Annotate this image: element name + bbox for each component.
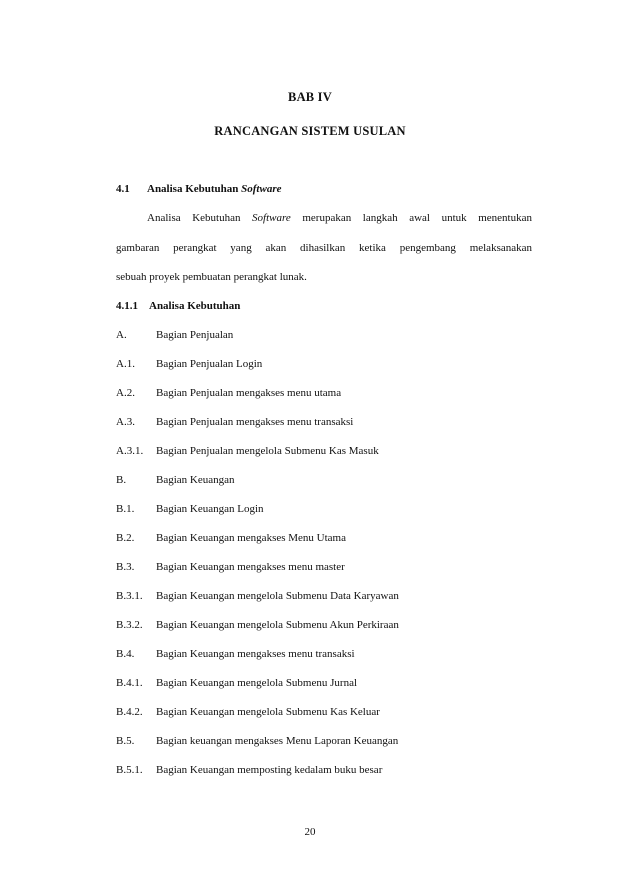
subsection-heading xyxy=(116,300,240,312)
list-item xyxy=(116,416,353,428)
list-item-label: Bagian Penjualan mengakses menu transaksi xyxy=(156,416,354,428)
list-item-code: B.4.1. xyxy=(116,677,143,689)
section-title-emphasis: Software xyxy=(241,183,282,195)
section-heading xyxy=(116,183,282,195)
list-item-label: Bagian Keuangan mengakses menu transaksi xyxy=(156,648,355,660)
list-item-code: A.1. xyxy=(116,358,135,370)
paragraph-line-2: gambaran perangkat yang akan dihasilkan ketika pengembang melaksanakan xyxy=(116,242,532,254)
list-item-code: A.3.1. xyxy=(116,445,144,457)
chapter-title: RANCANGAN SISTEM USULAN xyxy=(214,124,406,138)
list-item xyxy=(116,474,235,486)
list-item-code: B.1. xyxy=(116,503,135,515)
list-item-code: A.3. xyxy=(116,416,135,428)
list-item xyxy=(116,619,399,631)
list-item-label: Bagian Keuangan xyxy=(156,474,235,486)
list-item-label: Bagian Keuangan mengelola Submenu Akun Perkiraan xyxy=(156,619,399,631)
section-title-prefix: Analisa Kebutuhan xyxy=(147,183,242,195)
list-item xyxy=(116,735,398,747)
list-item-label: Bagian Keuangan memposting kedalam buku besar xyxy=(156,764,383,776)
list-item-label: Bagian Penjualan mengelola Submenu Kas Masuk xyxy=(156,445,379,457)
list-item-code: A.2. xyxy=(116,387,135,399)
list-item-label: Bagian Keuangan mengelola Submenu Jurnal xyxy=(156,677,358,689)
list-item xyxy=(116,532,346,544)
list-item xyxy=(116,706,380,718)
list-item-label: Bagian Keuangan mengakses menu master xyxy=(156,561,345,573)
list-item-code: B.3.2. xyxy=(116,619,143,631)
list-item xyxy=(116,764,382,776)
list-item-label: Bagian Penjualan xyxy=(156,329,234,341)
subsection-number: 4.1.1 xyxy=(116,300,138,312)
list-item-label: Bagian Keuangan mengelola Submenu Kas Keluar xyxy=(156,706,380,718)
paragraph-line-1 xyxy=(116,212,532,224)
list-item-code: B.3. xyxy=(116,561,135,573)
list-item-code: B. xyxy=(116,474,127,486)
paragraph-line-1-a: Analisa Kebutuhan xyxy=(147,212,253,224)
page-number: 20 xyxy=(304,826,316,838)
list-item xyxy=(116,358,262,370)
list-item xyxy=(116,677,357,689)
list-item-code: B.2. xyxy=(116,532,135,544)
paragraph-line-1-emphasis: Software xyxy=(252,212,291,224)
list-item-label: Bagian Keuangan Login xyxy=(156,503,264,515)
list-item xyxy=(116,503,264,515)
subsection-title: Analisa Kebutuhan xyxy=(149,300,241,312)
chapter-heading: BAB IV xyxy=(288,90,332,104)
list-item-label: Bagian Keuangan mengakses Menu Utama xyxy=(156,532,346,544)
list-item-label: Bagian Penjualan mengakses menu utama xyxy=(156,387,342,399)
list-item xyxy=(116,445,379,457)
list-item-code: B.4.2. xyxy=(116,706,143,718)
list-item-code: A. xyxy=(116,329,127,341)
paragraph-line-3: sebuah proyek pembuatan perangkat lunak. xyxy=(116,271,307,283)
paragraph-line-1-b: merupakan langkah awal untuk menentukan xyxy=(290,212,532,224)
list-item xyxy=(116,648,355,660)
list-item-label: Bagian Keuangan mengelola Submenu Data Karyawan xyxy=(156,590,399,602)
list-item-label: Bagian keuangan mengakses Menu Laporan Keuangan xyxy=(156,735,399,747)
list-item-code: B.5.1. xyxy=(116,764,143,776)
list-item-label: Bagian Penjualan Login xyxy=(156,358,263,370)
list-item xyxy=(116,329,233,341)
list-item xyxy=(116,561,345,573)
list-item-code: B.3.1. xyxy=(116,590,143,602)
list-item-code: B.5. xyxy=(116,735,135,747)
list-item xyxy=(116,590,399,602)
section-number: 4.1 xyxy=(116,183,130,195)
list-item xyxy=(116,387,341,399)
list-item-code: B.4. xyxy=(116,648,135,660)
